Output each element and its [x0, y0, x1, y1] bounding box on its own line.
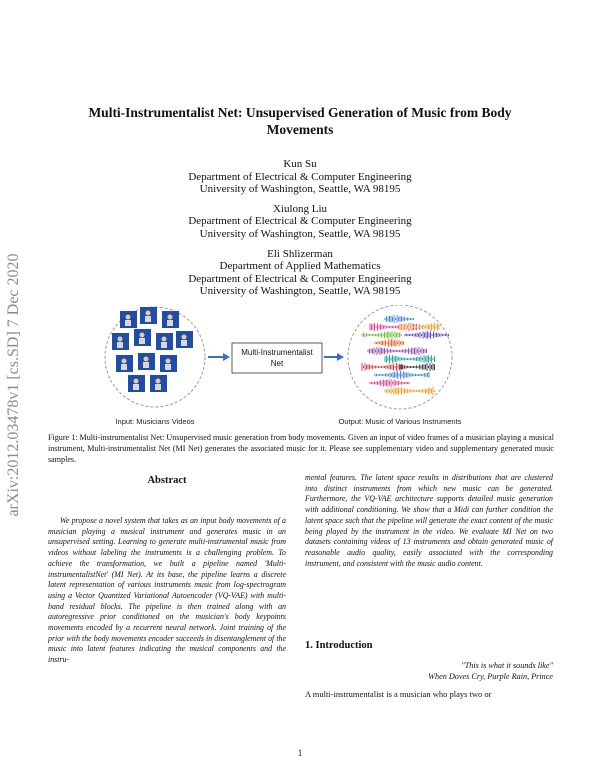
author-name: Xiulong Liu: [272, 202, 328, 215]
musician-figure: [139, 338, 145, 344]
musician-figure: [143, 362, 149, 368]
output-label: Output: Music of Various Instruments: [338, 417, 462, 426]
arxiv-stamp: [2, 205, 26, 565]
musician-figure: [182, 335, 187, 340]
figure-1: [100, 305, 500, 430]
author-name: Eli Shlizerman: [267, 247, 333, 260]
musician-figure: [165, 364, 171, 370]
musician-figure: [117, 342, 123, 348]
musician-figure: [144, 357, 149, 362]
musician-figure: [126, 315, 131, 320]
output-arrow-head: [337, 353, 344, 361]
musician-figure: [146, 311, 151, 316]
musician-figure: [162, 337, 167, 342]
input-label: Input: Musicians Videos: [115, 417, 195, 426]
author-affiliation: University of Washington, Seattle, WA 98195: [199, 285, 401, 298]
musician-figure: [121, 364, 127, 370]
arxiv-stamp-text: arXiv:2012.03478v1 [cs.SD] 7 Dec 2020: [5, 253, 22, 517]
musician-figure: [140, 333, 145, 338]
musician-figure: [156, 379, 161, 384]
author-affiliation: University of Washington, Seattle, WA 98195: [199, 183, 401, 196]
musician-figure: [133, 384, 139, 390]
network-label-line2: Net: [270, 359, 284, 368]
page-number: 1: [297, 748, 303, 758]
introduction-heading: 1. Introduction: [305, 640, 373, 651]
figure-caption: Figure 1: Multi-instrumentalist Net: Unsupervised music generation from body movements. Given an input of video frames of a musician playing a musical instrument, Multi-instrumentalist Net (MI Net) generates the associated music for it. Please see supplementary video and supplementary generated music samples.: [48, 433, 554, 465]
author-affiliation: University of Washington, Seattle, WA 98195: [199, 227, 401, 240]
epigraph-attribution: When Doves Cry, Purple Rain, Prince: [428, 672, 553, 681]
network-label-line1: Multi-Instrumentalist: [241, 348, 313, 357]
epigraph-quote: "This is what it sounds like": [461, 661, 553, 670]
input-arrow-head: [223, 353, 230, 361]
musician-figure: [134, 379, 139, 384]
introduction-text: A multi-instrumentalist is a musician who plays two or: [305, 689, 492, 699]
figure-1-graphic: [100, 305, 500, 430]
abstract-body-left: We propose a novel system that takes as an input body movements of a musician playing a musical instrument and generates music in an unsupervised setting. Learning to generate multi-instrumental music from videos without labeling the instruments is a challenging problem. To achieve the transformation, we built a pipeline named 'Multi-instrumentalistNet' (MI Net). At its base, the pipeline learns a discrete latent representation of various instruments music from log-spectrogram using a Vector Quantized Variational Autoencoder (VQ-VAE) with multi-band residual blocks. The pipeline is then trained along with an autoregressive prior conditioned on the musician's body keypoints movements encoded by a recurrent neural network. Joint training of the prior with the body movements encoder succeeds in disentanglement of the music into latent features indicating the musical components and the instru-: [48, 516, 286, 665]
musician-figure: [125, 320, 131, 326]
musician-figure: [122, 359, 127, 364]
author-affiliation: Department of Electrical & Computer Engineering: [188, 272, 412, 285]
musician-figure: [168, 315, 173, 320]
paper-title: Multi-Instrumentalist Net: Unsupervised Generation of Music from Body Movements: [88, 105, 512, 137]
musician-figure: [161, 342, 167, 348]
author-affiliation: Department of Electrical & Computer Engineering: [188, 170, 412, 183]
abstract-body-right: mental features. The latent space results in distributions that are clustered into distinct instruments from which new music can be generated. Furthermore, the VQ-VAE architecture supports detailed music generation with additional conditioning. We show that a Midi can further condition the latent space such that the pipeline will generate the exact content of the music being played by the instrument in the video. We evaluate MI Net on two datasets containing videos of 13 instruments and obtain generated music of reasonable audio quality, easily associated with the corresponding instrument, and consistent with the music audio content.: [305, 473, 553, 568]
abstract-heading: Abstract: [147, 475, 187, 486]
music-waveforms: [362, 315, 449, 395]
musician-figure: [181, 340, 187, 346]
musician-figure: [118, 337, 123, 342]
musician-figure: [155, 384, 161, 390]
author-affiliation: Department of Applied Mathematics: [219, 260, 381, 273]
author-name: Kun Su: [283, 158, 317, 170]
musician-figure: [166, 359, 171, 364]
author-affiliation: Department of Electrical & Computer Engineering: [188, 215, 412, 228]
musician-video-thumbnails: [112, 307, 193, 392]
author-block: [120, 158, 480, 298]
musician-figure: [145, 316, 151, 322]
musician-figure: [167, 320, 173, 326]
